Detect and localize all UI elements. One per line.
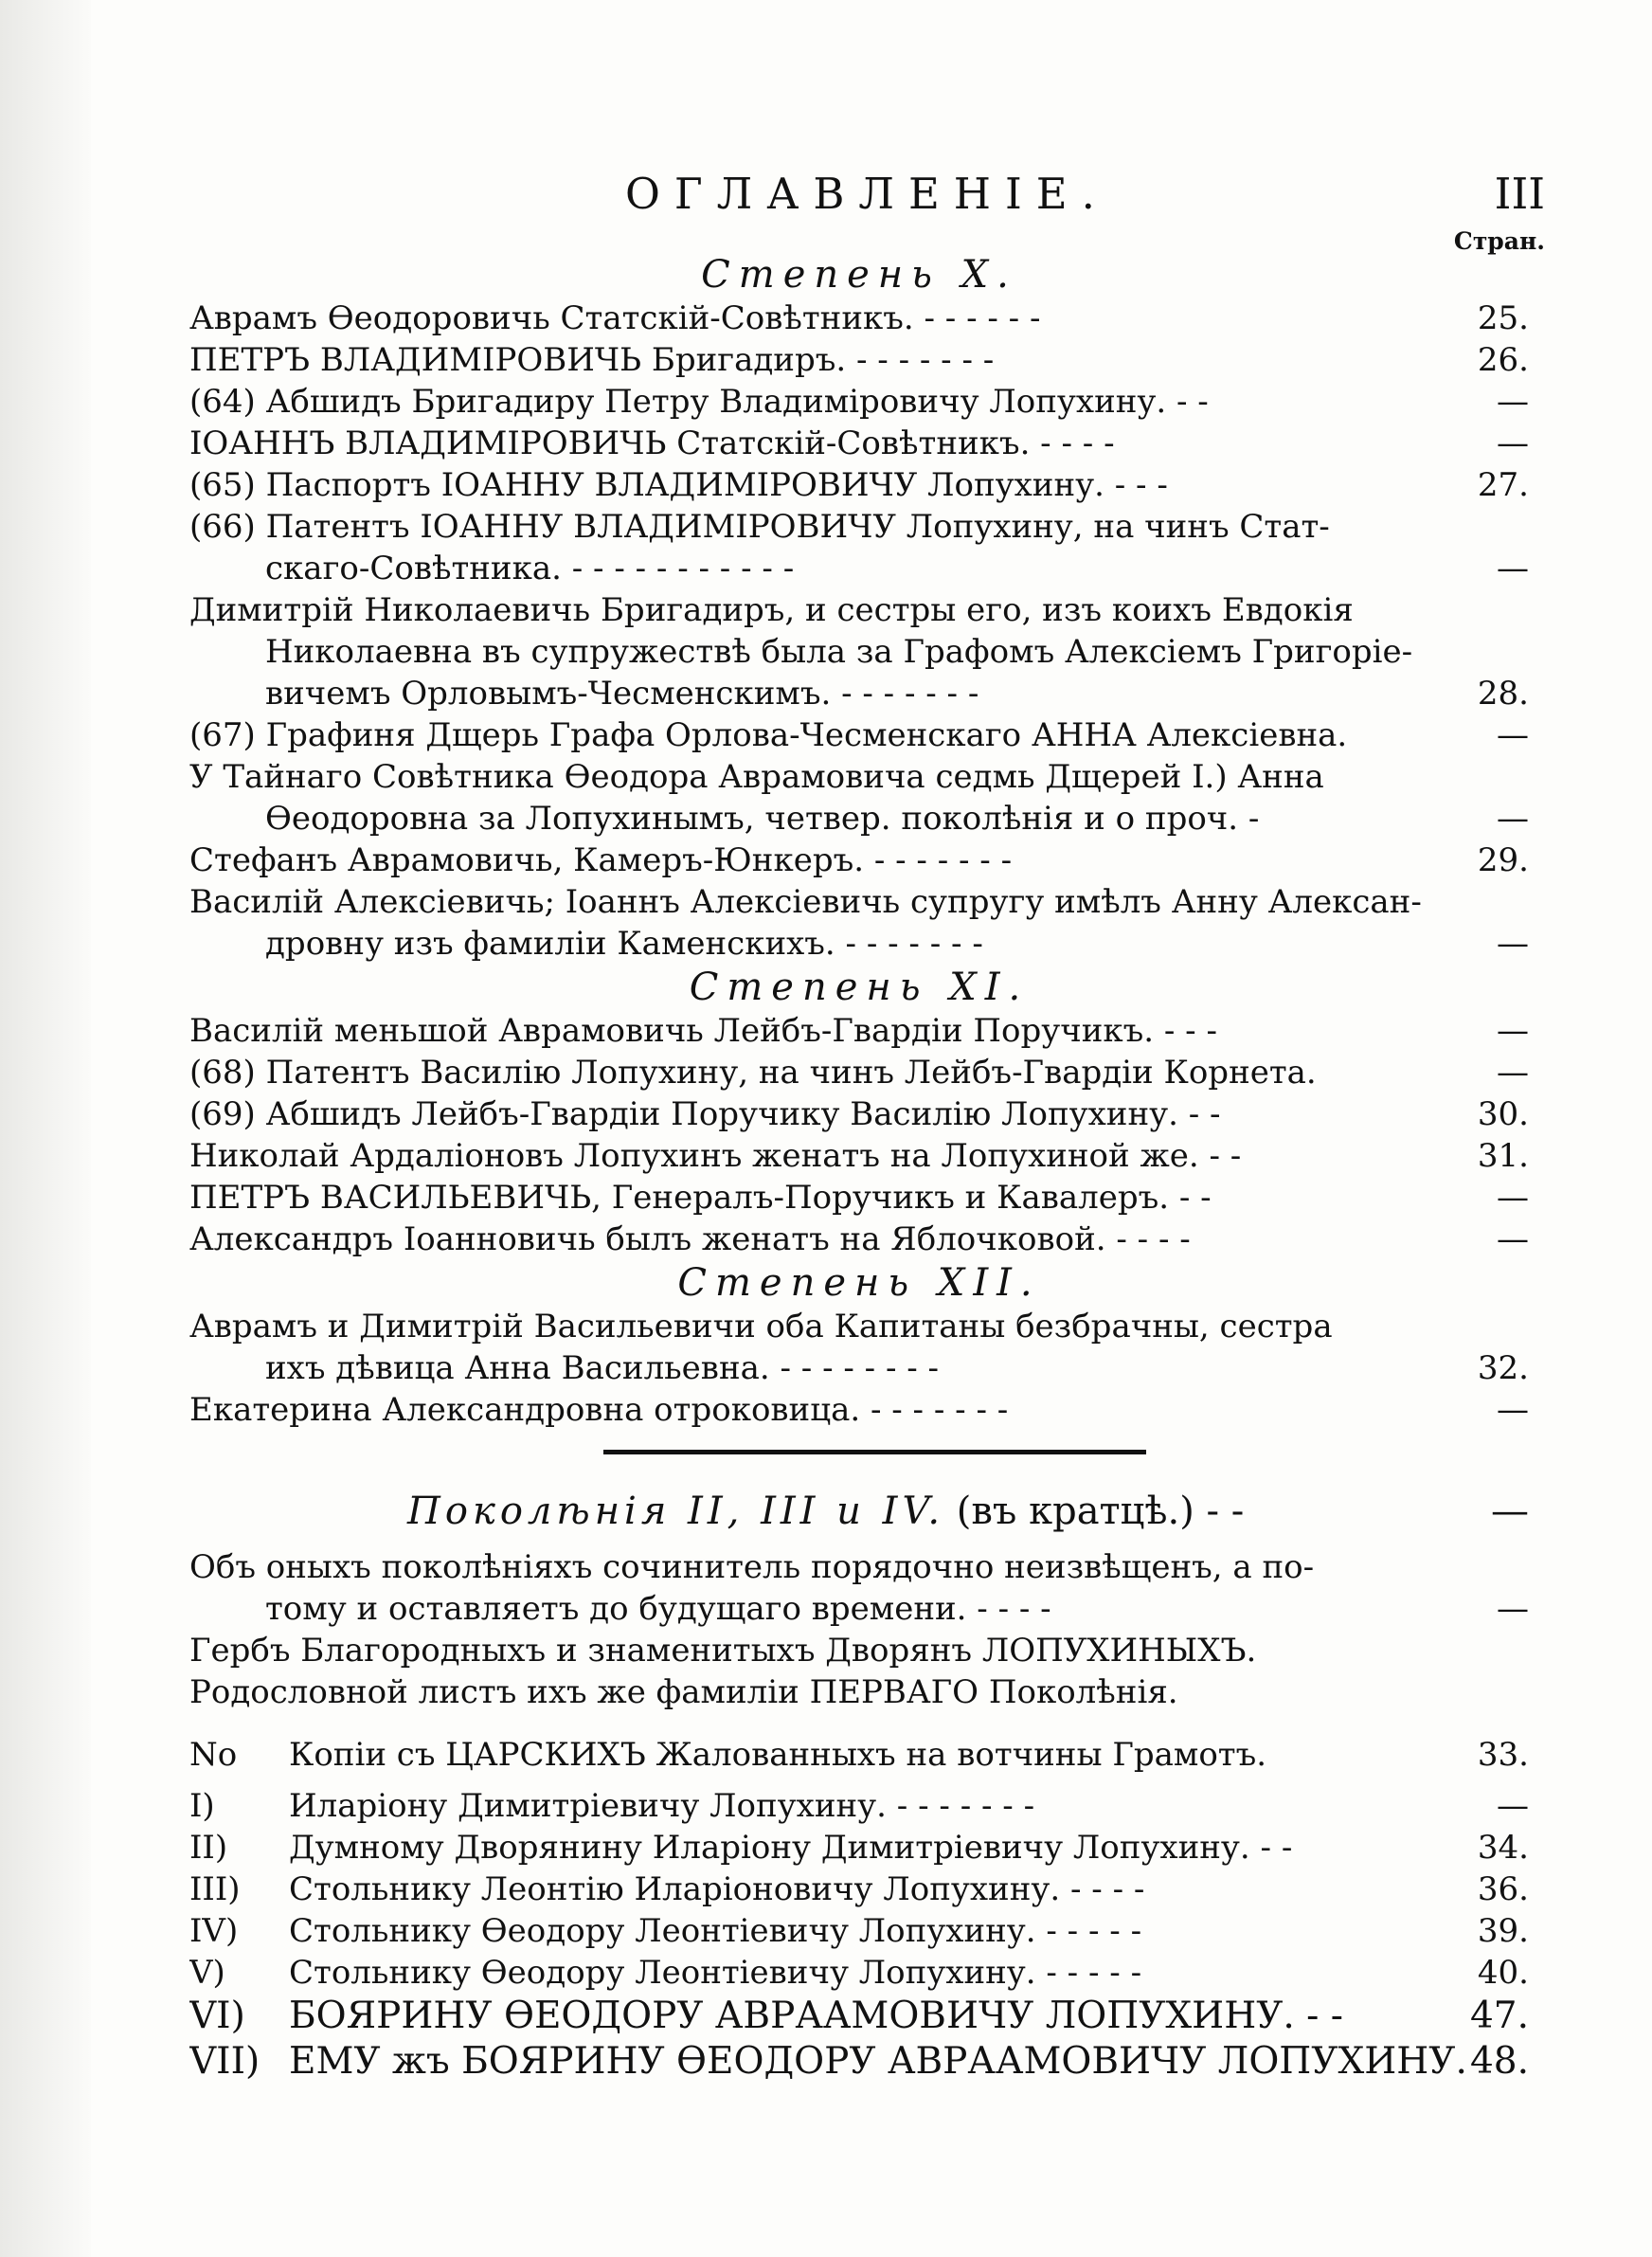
entry-text: Стольнику Өеодору Леонтіевичу Лопухину. - - - - -: [289, 1954, 1142, 1992]
charter-number: III): [189, 1870, 241, 1908]
entry-text: Думному Дворянину Иларіону Димитріевичу Лопухину. - -: [289, 1829, 1293, 1867]
entry-text: Василій меньшой Аврамовичь Лейбъ-Гвардіи Поручикъ. - - -: [189, 1012, 1217, 1050]
page-number: III: [1494, 169, 1545, 219]
toc-entry: [189, 339, 1529, 381]
entry-text: (65) Паспортъ ІОАННУ ВЛАДИМІРОВИЧУ Лопухину. - - -: [189, 466, 1168, 504]
section-divider: [603, 1450, 1146, 1454]
toc-entry: [189, 1010, 1529, 1052]
entry-text: Гербъ Благородныхъ и знаменитыхъ Дворянъ ЛОПУХИНЫХЪ.: [189, 1632, 1257, 1670]
toc-entry: [189, 1219, 1529, 1260]
charters-list: [189, 1734, 1529, 2085]
page-ref: —: [1497, 1054, 1529, 1092]
toc-entry: [189, 464, 1529, 506]
page-ref: 30.: [1477, 1095, 1529, 1133]
page-header: [0, 169, 1652, 255]
entry-text: (69) Абшидъ Лейбъ-Гвардіи Поручику Василію Лопухину. - -: [189, 1095, 1221, 1133]
generations-title: Поколѣнія II, III и IV.: [407, 1490, 945, 1533]
page-ref: 32.: [1477, 1349, 1529, 1387]
generations-heading: [407, 1483, 1529, 1540]
page-ref: 25.: [1477, 299, 1529, 337]
page-ref: —: [1497, 1179, 1529, 1217]
entry-text: (67) Графиня Дщерь Графа Орлова-Чесменскаго АННА Алексіевна.: [189, 716, 1348, 754]
charter-entry: [189, 1827, 1529, 1869]
toc-entry: [189, 1389, 1529, 1431]
entry-text: Димитрій Николаевичь Бригадиръ, и сестры его, изъ коихъ Евдокія: [189, 591, 1354, 629]
page-ref: 33.: [1477, 1736, 1529, 1774]
charter-entry: [189, 1869, 1529, 1910]
page-ref: 47.: [1469, 1995, 1529, 2037]
entry-text: Аврамъ и Димитрій Васильевичи оба Капитаны безбрачны, сестра: [189, 1308, 1333, 1345]
toc-degrees: [189, 252, 1529, 1431]
page-ref: —: [1497, 1787, 1529, 1825]
charter-entry: [189, 1994, 1529, 2039]
page-ref: —: [1497, 424, 1529, 462]
entry-text: Объ оныхъ поколѣніяхъ сочинитель порядочно неизвѣщенъ, а по-: [189, 1548, 1315, 1586]
entry-text: ІОАННЪ ВЛАДИМІРОВИЧЬ Статскій-Совѣтникъ. - - - -: [189, 424, 1115, 462]
page-column-label: Стран.: [1453, 227, 1545, 255]
page-ref: —: [1497, 925, 1529, 963]
generations-entry: [189, 1546, 1529, 1588]
page-ref: —: [1497, 1590, 1529, 1628]
page-ref: —: [1497, 550, 1529, 587]
charters-header: [189, 1734, 1529, 1776]
entry-text: Иларіону Димитріевичу Лопухину. - - - - - - -: [289, 1787, 1035, 1825]
degree-heading: Степень XI.: [689, 966, 1030, 1009]
generations-entry: [189, 1588, 1529, 1630]
page-shadow-edge: [0, 0, 91, 2257]
charter-entry: [189, 1952, 1529, 1994]
page-ref: —: [1497, 1220, 1529, 1258]
page-ref: 34.: [1477, 1829, 1529, 1867]
charter-entry: [189, 1910, 1529, 1952]
entry-text: Николай Ардаліоновъ Лопухинъ женатъ на Лопухиной же. - -: [189, 1137, 1242, 1175]
entry-text: ЕМУ жъ БОЯРИНУ ӨЕОДОРУ АВРААМОВИЧУ ЛОПУХИНУ.: [289, 2040, 1467, 2083]
toc-entry: [189, 381, 1529, 423]
entry-text: Стефанъ Аврамовичь, Камеръ-Юнкеръ. - - - - - - -: [189, 841, 1013, 879]
charter-entry: [189, 2039, 1529, 2085]
entry-text: БОЯРИНУ ӨЕОДОРУ АВРААМОВИЧУ ЛОПУХИНУ. - -: [289, 1995, 1343, 2037]
entry-text: Василій Алексіевичь; Іоаннъ Алексіевичь супругу имѣлъ Анну Алексан-: [189, 883, 1422, 921]
page-ref: 39.: [1477, 1912, 1529, 1950]
charter-number: I): [189, 1787, 215, 1825]
generations-entries: [189, 1546, 1529, 1713]
entry-text: Николаевна въ супружествѣ была за Графомъ Алексіемъ Григоріе-: [265, 633, 1413, 671]
toc-entry: [189, 423, 1529, 464]
toc-entry: [189, 631, 1529, 673]
entry-text: тому и оставляетъ до будущаго времени. - - - -: [265, 1590, 1051, 1628]
entry-text: Екатерина Александровна отроковица. - - - - - - -: [189, 1391, 1009, 1429]
toc-entry: [189, 1135, 1529, 1177]
toc-entry: [189, 1306, 1529, 1347]
page-ref: —: [1497, 1012, 1529, 1050]
toc-entry: [189, 548, 1529, 589]
entry-text: ПЕТРЪ ВЛАДИМІРОВИЧЬ Бригадиръ. - - - - - - -: [189, 341, 995, 379]
page-ref: 36.: [1477, 1870, 1529, 1908]
page-ref: —: [1497, 716, 1529, 754]
entry-text: Өеодоровна за Лопухинымъ, четвер. поколѣнія и о проч. -: [265, 800, 1260, 838]
charter-number-label: No: [189, 1736, 238, 1774]
charter-number: IV): [189, 1912, 239, 1950]
page-ref: 48.: [1469, 2040, 1529, 2083]
degree-heading: Степень XII.: [677, 1261, 1041, 1305]
entry-text: Аврамъ Өеодоровичь Статскій-Совѣтникъ. - - - - - -: [189, 299, 1041, 337]
entry-text: ихъ дѣвица Анна Васильевна. - - - - - - - -: [265, 1349, 940, 1387]
entry-text: Стольнику Леонтію Иларіоновичу Лопухину. - - - -: [289, 1870, 1145, 1908]
entry-text: Стольнику Өеодору Леонтіевичу Лопухину. - - - - -: [289, 1912, 1142, 1950]
page-ref: 27.: [1477, 466, 1529, 504]
toc-entry: [189, 589, 1529, 631]
page-ref: 31.: [1477, 1137, 1529, 1175]
page-ref: 26.: [1477, 341, 1529, 379]
entry-text: вичемъ Орловымъ-Чесменскимъ. - - - - - - -: [265, 675, 979, 713]
charter-number: VII): [189, 2040, 260, 2083]
charter-number: V): [189, 1954, 225, 1992]
page-ref: 40.: [1477, 1954, 1529, 1992]
page-ref: —: [1491, 1490, 1529, 1533]
toc-entry: [189, 756, 1529, 798]
entry-text: дровну изъ фамиліи Каменскихъ. - - - - - - -: [265, 925, 983, 963]
entry-text: (68) Патентъ Василію Лопухину, на чинъ Лейбъ-Гвардіи Корнета.: [189, 1054, 1317, 1092]
page-ref: 28.: [1477, 675, 1529, 713]
toc-entry: [189, 923, 1529, 965]
generations-entry: [189, 1671, 1529, 1713]
toc-entry: [189, 673, 1529, 714]
charters-header-text: Копіи съ ЦАРСКИХЪ Жалованныхъ на вотчины Грамотъ.: [289, 1736, 1267, 1774]
entry-text: (66) Патентъ ІОАННУ ВЛАДИМІРОВИЧУ Лопухину, на чинъ Стат-: [189, 508, 1330, 546]
entry-text: Александръ Іоанновичь былъ женатъ на Яблочковой. - - - -: [189, 1220, 1191, 1258]
degree-heading: Степень X.: [701, 253, 1017, 297]
toc-entry: [189, 1347, 1529, 1389]
toc-entry: [189, 881, 1529, 923]
page-ref: 29.: [1477, 841, 1529, 879]
toc-entry: [189, 714, 1529, 756]
toc-entry: [189, 1093, 1529, 1135]
page-ref: —: [1497, 1391, 1529, 1429]
entry-text: Родословной листъ ихъ же фамиліи ПЕРВАГО Поколѣнія.: [189, 1673, 1178, 1711]
charter-entry: [189, 1785, 1529, 1827]
page-title: ОГЛАВЛЕНІЕ.: [625, 169, 1109, 219]
generations-title-note: (въ кратцѣ.) - -: [944, 1490, 1245, 1533]
toc-entry: [189, 798, 1529, 840]
entry-text: ПЕТРЪ ВАСИЛЬЕВИЧЬ, Генералъ-Поручикъ и Кавалеръ. - -: [189, 1179, 1212, 1217]
entry-text: У Тайнаго Совѣтника Өеодора Аврамовича седмь Дщерей І.) Анна: [189, 758, 1324, 796]
generations-entry: [189, 1630, 1529, 1671]
toc-entry: [189, 506, 1529, 548]
toc-entry: [189, 1052, 1529, 1093]
toc-entry: [189, 840, 1529, 881]
entry-text: скаго-Совѣтника. - - - - - - - - - - -: [265, 550, 795, 587]
toc-entry: [189, 1177, 1529, 1219]
charter-number: VI): [189, 1995, 245, 2037]
entry-text: (64) Абшидъ Бригадиру Петру Владиміровичу Лопухину. - -: [189, 383, 1209, 421]
toc-entry: [189, 298, 1529, 339]
page-ref: —: [1497, 383, 1529, 421]
page-ref: —: [1497, 800, 1529, 838]
charter-number: II): [189, 1829, 228, 1867]
